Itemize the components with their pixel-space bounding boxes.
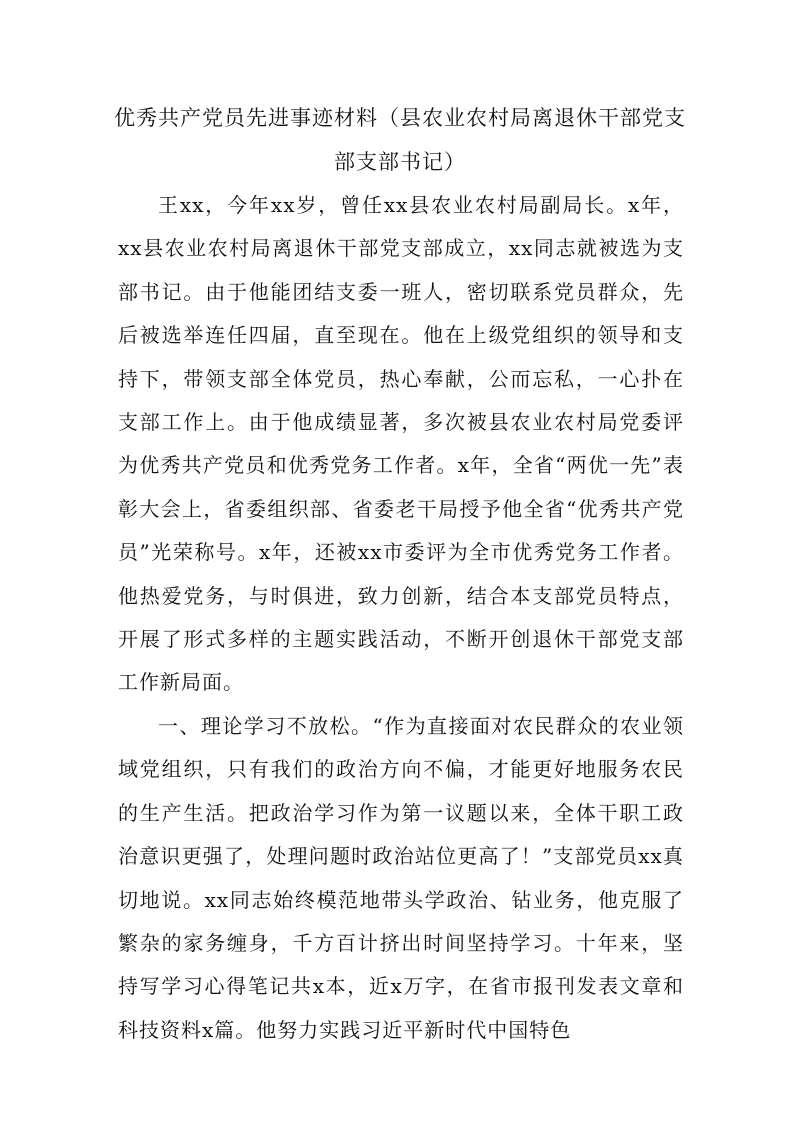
paragraph-intro: 王xx，今年xx岁，曾任xx县农业农村局副局长。x年，xx县农业农村局离退休干部党支部成立，xx同志就被选为支部书记。由于他能团结支委一班人，密切联系党员群众，先后被选举连任四届，直至现在。他在上级党组织的领导和支持下，带领支部全体党员，热心奉献，公而忘私，一心扑在支部工作上。由于他成绩显著，多次被县农业农村局党委评为优秀共产党员和优秀党务工作者。x年，全省“两优一先”表彰大会上，省委组织部、省委老干局授予他全省“优秀共产党员”光荣称号。x年，还被xx市委评为全市优秀党务工作者。他热爱党务，与时俱进，致力创新，结合本支部党员特点，开展了形式多样的主题实践活动，不断开创退休干部党支部工作新局面。 [118, 193, 684, 695]
paragraph-theory-study: 一、理论学习不放松。“作为直接面对农民群众的农业领域党组织，只有我们的政治方向不偏，才能更好地服务农民的生产生活。把政治学习作为第一议题以来，全体干职工政治意识更强了，处理问题时政治站位更高了！”支部党员xx真切地说。xx同志始终模范地带头学政治、钻业务，他克服了繁杂的家务缠身，千方百计挤出时间坚持学习。十年来，坚持写学习心得笔记共x本，近x万字，在省市报刊发表文章和科技资料x篇。他努力实践习近平新时代中国特色 [118, 713, 684, 1042]
document-body [118, 184, 684, 1052]
document-title: 优秀共产党员先进事迹材料（县农业农村局离退休干部党支部支部书记） [114, 106, 686, 174]
